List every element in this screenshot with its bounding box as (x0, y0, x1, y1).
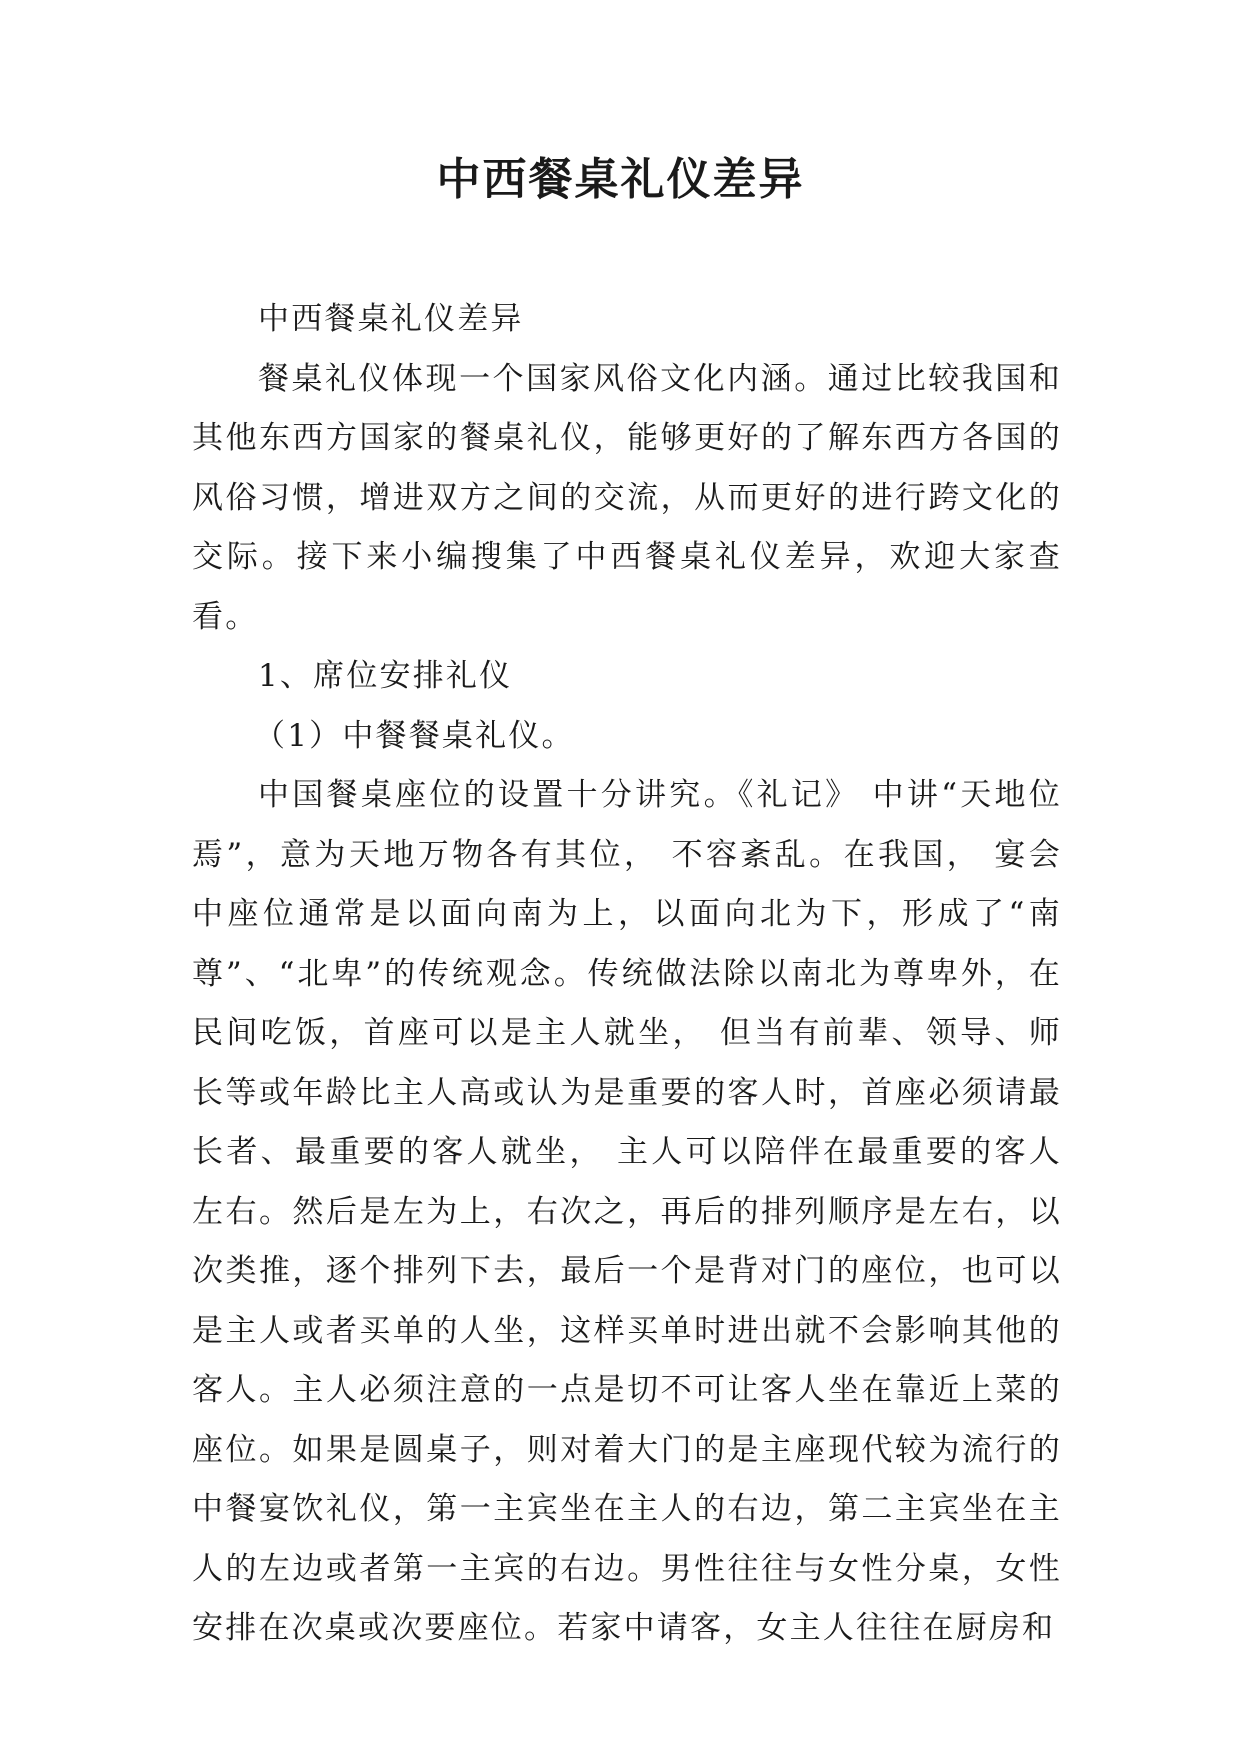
document-title: 中西餐桌礼仪差异 (436, 154, 805, 205)
subtitle-paragraph: 中西餐桌礼仪差异 (258, 301, 524, 337)
body-paragraph: 中国餐桌座位的设置十分讲究。《礼记》 中讲“天地位焉”，意为天地万物各有其位， 不容紊乱。在我国， 宴会中座位通常是以面向南为上，以面向北为下，形成了“南尊”、“北卑”的传统观念。传统做法除以南北为尊卑外，在民间吃饭，首座可以是主人就坐， 但当有前辈、领导、师长等或年龄比主人高或认为是重要的客人时，首座必须请最长者、最重要的客人就坐， 主人可以陪伴在最重要的客人左右。然后是左为上，右次之，再后的排列顺序是左右，以次类推，逐个排列下去，最后一个是背对门的座位，也可以是主人或者买单的人坐，这样买单时进出就不会影响其他的客人。主人必须注意的一点是切不可让客人坐在靠近上菜的座位。如果是圆桌子，则对着大门的是主座现代较为流行的中餐宴饮礼仪，第一主宾坐在主人的右边，第二主宾坐在主人的左边或者第一主宾的右边。男性往往与女性分桌，女性安排在次桌或次要座位。若家中请客，女主人往往在厨房和 (192, 777, 1062, 1646)
document-body (192, 290, 1062, 1659)
section-heading: 1、席位安排礼仪 (258, 658, 513, 694)
intro-paragraph: 餐桌礼仪体现一个国家风俗文化内涵。通过比较我国和其他东西方国家的餐桌礼仪，能够更好的了解东西方各国的风俗习惯，增进双方之间的交流，从而更好的进行跨文化的交际。接下来小编搜集了中西餐桌礼仪差异，欢迎大家查看。 (192, 360, 1062, 635)
subsection-heading: （1）中餐餐桌礼仪。 (254, 717, 575, 754)
